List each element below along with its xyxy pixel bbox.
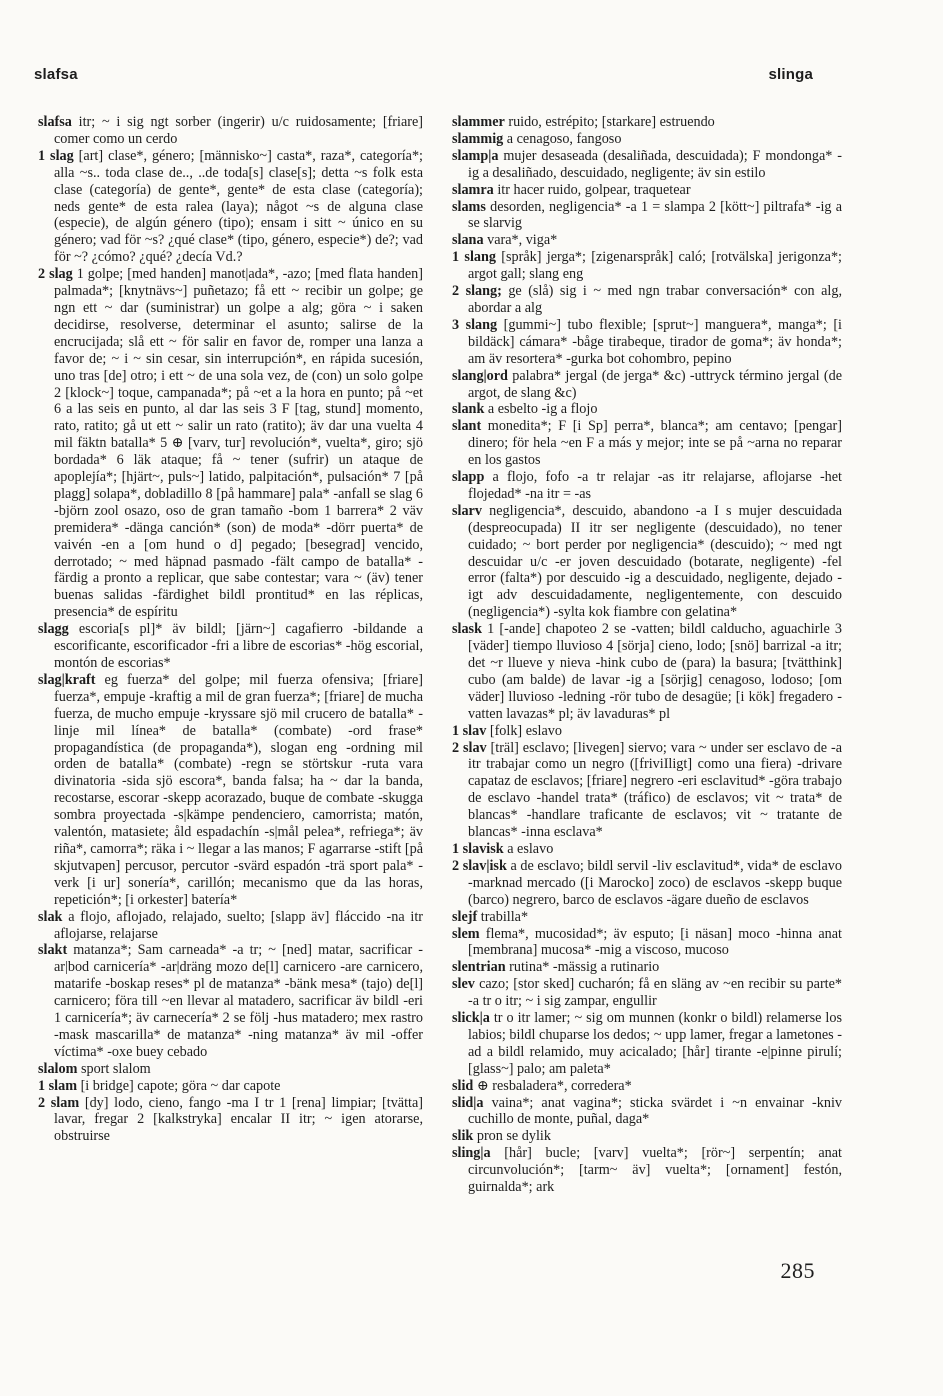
entry-headword: 2 slav|isk	[452, 857, 507, 874]
entry-headword: 1 slav	[452, 722, 487, 739]
dictionary-entry	[452, 317, 842, 368]
dictionary-entry	[452, 503, 842, 621]
dictionary-entry	[38, 114, 423, 148]
page-number: 285	[780, 1258, 815, 1283]
dictionary-entry	[452, 199, 842, 233]
dictionary-entry	[38, 621, 423, 672]
entry-definition: monedita*; F [i Sp] perra*, blanca*; am centavo; [pengar] dinero; för hela ~en F a más y mejor; inte se på ~arna no reparar en los gastos	[468, 418, 842, 469]
entry-definition: cazo; [stor sked] cucharón; få en släng av ~en recibir su parte* -a tr o itr; ~ i sig zampar, engullir	[468, 976, 842, 1010]
entry-definition: trabilla*	[477, 908, 529, 925]
dictionary-entry	[452, 723, 842, 740]
dictionary-entry	[452, 976, 842, 1010]
entry-headword: slank	[452, 401, 485, 418]
entry-headword: slak	[38, 908, 63, 925]
running-head-left: slafsa	[34, 66, 78, 83]
entry-definition: [art] clase*, género; [människo~] casta*, raza*, categoría*; alla ~s.. toda clase de.., ..de toda[s] clase[s]; detta ~s folk esta clase (categoría) de gente*, gente* de esta clase (categoría); neds gente* de esta ralea (laya); något ~s de alguna clase (especie), de algún género (tipo); ensam i sitt ~ único en su género; vad för ~s? ¿qué clase* (tipo, género, especie*) de?; vad för ~? ¿cómo? ¿qué? ¿decía Vd.?	[54, 147, 424, 266]
entry-definition: flema*, mucosidad*; äv esputo; [i näsan] moco -hinna anat [membrana] mucosa* -mig a viscoso, mucoso	[468, 925, 842, 959]
entry-headword: sling|a	[452, 1145, 491, 1162]
dictionary-entry	[38, 1061, 423, 1078]
entry-headword: slagg	[38, 621, 69, 638]
entry-headword: slana	[452, 232, 484, 249]
entry-headword: slant	[452, 418, 482, 435]
entry-definition: [folk] eslavo	[486, 722, 562, 739]
entry-headword: 2 slam	[38, 1094, 80, 1111]
entry-definition: [i bridge] capote; göra ~ dar capote	[77, 1077, 281, 1094]
entry-headword: slask	[452, 621, 482, 638]
entry-definition: [språk] jerga*; [zigenarspråk] caló; [rotvälska] jerigonza*; argot gall; slang eng	[468, 249, 842, 283]
dictionary-entry	[452, 368, 842, 402]
dictionary-entry	[38, 1078, 423, 1095]
entry-headword: slalom	[38, 1060, 78, 1077]
entry-headword: 3 slang	[452, 316, 498, 333]
entry-definition: sport slalom	[77, 1060, 151, 1077]
entry-headword: 1 slang	[452, 249, 496, 266]
entry-definition: matanza*; Sam carneada* -a tr; ~ [ned] matar, sacrificar -ar|bod carnicería* -ar|dräng mozo de[l] carnicero -are carnicero, matarife -boskap reses* pl de matanza* -bänk mesa* (tajo) de[l] carnicero; föra till ~en llevar al matadero, sacrificar äv bildl -eri 1 carnicería*; äv carnecería* 2 se följ -hus matadero; mex rastro -mask mascarilla* de matanza* -ning matanza* äv mil -offer víctima* -oxe buey cebado	[54, 942, 423, 1060]
dictionary-entry	[452, 182, 842, 199]
entry-headword: slem	[452, 925, 480, 942]
dictionary-entry	[452, 1078, 842, 1095]
entry-definition: itr hacer ruido, golpear, traquetear	[493, 181, 691, 198]
dictionary-entry	[452, 148, 842, 182]
entry-headword: 2 slav	[452, 739, 487, 756]
dictionary-entry	[452, 418, 842, 469]
entry-headword: slid	[452, 1077, 474, 1094]
entry-headword: slang|ord	[452, 367, 508, 384]
entry-headword: 1 slam	[38, 1077, 78, 1094]
dictionary-entry	[452, 249, 842, 283]
entry-headword: slapp	[452, 469, 485, 486]
entry-definition: vara*, viga*	[483, 232, 558, 249]
entry-headword: slentrian	[452, 959, 506, 976]
dictionary-entry	[452, 740, 842, 841]
entry-headword: slik	[452, 1128, 474, 1145]
entry-definition: tr o itr lamer; ~ sig om munnen (konkr o bildl) relamerse los labios; bildl chuparse los dedos; ~ upp lamer, fregar a lametones -ad a bildl relamido, muy acicalado; [hår] tirante -e|pinne pirulí; [glass~] palo; am paleta*	[468, 1010, 842, 1077]
dictionary-entry	[452, 621, 842, 722]
dictionary-entry	[38, 1095, 423, 1146]
entry-definition: eg fuerza* del golpe; mil fuerza ofensiva; [friare] fuerza*, empuje -kraftig a mil de gran fuerza*; [friare] de mucha fuerza, de mucho empuje -kryssare sjö mil crucero de batalla* -linje mil línea* de batalla* (combate) -ord frase* propagandística (de propaganda*), slogan eng -ordning mil orden de batalla* (combate) -regn se störtskur -ruta vara divinatoria -sida sjö escora*, banda falsa; ha ~ dar la banda, recostarse, escorar -skepp acorazado, buque de combate -skugga sombra proyectada -s|kämpe pendenciero, camorrista; matón, valentón, matasiete; åld espadachín -s|mål pelea*, refriega*; äv riña*, camorra*; räka i ~ llegar a las manos; F agarrarse -stift [på skjutvapen] percusor, percutor -svärd espadón -trä sport pala* -verk [i ur] sonería*, carillón; mecanismo que da las horas, repetición*; [i orkester] batería*	[54, 671, 423, 908]
entry-headword: slamra	[452, 181, 494, 198]
dictionary-entry	[452, 232, 842, 249]
entry-definition: mujer desaseada (desaliñada, descuidada); F mondonga* -ig a desaliñado, descuidado, negligente; äv sin estilo	[468, 147, 842, 181]
entry-definition: [träl] esclavo; [livegen] siervo; vara ~ under ser esclavo de -a itr trabajar como un negro ([friviIligt] como una fiera) -drivare capataz de esclavos; [friare] negrero -eri esclavitud* -göra trabajo de esclavo -handel trata* (tráfico) de esclavos; vit ~ trata* de blancas* -handlare traficante de esclavos; vit ~ tratante de blancas* -inna esclava*	[468, 739, 842, 841]
entry-definition: escoria[s pl]* äv bildl; [järn~] cagafierro -bildande a escorificante, escorificador -fri a libre de escorias* -hög escorial, montón de escorias*	[54, 621, 423, 671]
dictionary-entry	[38, 942, 423, 1060]
entry-headword: slick|a	[452, 1010, 490, 1027]
entry-definition: itr; ~ i sig ngt sorber (ingerir) u/c ruidosamente; [friare] comer como un cerdo	[54, 114, 423, 147]
dictionary-entry	[452, 858, 842, 909]
entry-headword: slamp|a	[452, 147, 499, 164]
dictionary-entry	[38, 266, 423, 621]
entry-headword: slakt	[38, 942, 68, 959]
dictionary-entry	[38, 909, 423, 943]
entry-definition: a esbelto -ig a flojo	[484, 401, 598, 418]
entry-definition: vaina*; anat vagina*; sticka svärdet i ~n envainar -kniv cuchillo de monte, puñal, daga*	[468, 1094, 842, 1128]
entry-definition: pron se dylik	[473, 1128, 551, 1145]
dictionary-entry	[452, 909, 842, 926]
dictionary-entry	[452, 1095, 842, 1129]
entry-headword: slams	[452, 198, 486, 215]
entry-headword: 2 slag	[38, 266, 73, 283]
right-column	[452, 114, 842, 1196]
dictionary-entry	[452, 283, 842, 317]
entry-definition: [gummi~] tubo flexible; [sprut~] manguera*, manga*; [i bildäck] cámara* -båge tirabeque, tirador de goma*; äv honda*; am äv resortera* -gurka bot cohombro, pepino	[468, 316, 842, 367]
entry-headword: slejf	[452, 908, 478, 925]
dictionary-entry	[38, 672, 423, 909]
entry-definition: palabra* jergal (de jerga* &c) -uttryck término jergal (de argot, de slang &c)	[468, 367, 842, 401]
entry-headword: slag|kraft	[38, 671, 96, 688]
dictionary-entry	[452, 959, 842, 976]
entry-definition: 1 golpe; [med handen] manot|ada*, -azo; [med flata handen] palmada*; [knytnävs~] puñetazo; få ett ~ recibir un golpe; ge ngn ett ~ dar (suministrar) un golpe a alg; göra ~ i saken decidirse, resolverse, determinar el asunto; salirse de la encrucijada; slå ett ~ för salir en favor de, romper una lanza a favor de; ~ i ~ sin cesar, sin interrupción*, en rápida sucesión, uno tras [de] otro; i ett ~ de una sola vez, de (con) un solo golpe 2 [klock~] toque, campanada*; på ~et a la hora en punto; på ~et 6 a las seis en punto, al dar las seis 3 F [tag, stund] momento, rato, ratito; gå ut ett ~ salir un rato (ratito); äv dar una vuelta 4 mil fäktn batalla* 5 ⊕ [varv, tur] revolución*, vuelta*, giro; sjö bordada* 6 läk ataque; få ~ tener (sufrir) un ataque de apoplejía*; [hjärt~, puls~] latido, palpitación*, pulsación* 7 [på plagg] solapa*, dobladillo 8 [på hammare] pala* -anfall se slag 6 -björn zool osazo, oso de gran tamaño -bom 1 barrera* 2 väv premidera* -dänga canción* (son) de moda* -dörr puerta* de vaivén -en a [om hund o d] pegado; [besegrad] vencido, derrotado; ~ med häpnad pasmado -fält campo de batalla* -färdig a pronto a replicar, que sabe contestar; vara ~ (äv) tener buenas salidas -färdighet bildl prontitud* en las réplicas, presencia* de espíritu	[54, 266, 423, 621]
entry-headword: slev	[452, 976, 475, 993]
dictionary-entry	[452, 114, 842, 131]
entry-definition: a flojo, fofo -a tr relajar -as itr relajarse, aflojarse -het flojedad* -na itr = -as	[468, 469, 842, 502]
entry-headword: slid|a	[452, 1094, 484, 1111]
entry-headword: 1 slavisk	[452, 840, 504, 857]
entry-headword: slafsa	[38, 114, 72, 130]
dictionary-entry	[38, 148, 423, 266]
entry-definition: ge (slå) sig i ~ med ngn trabar conversación* con alg, abordar a alg	[468, 283, 842, 316]
entry-headword: slammig	[452, 130, 504, 147]
dictionary-entry	[452, 469, 842, 503]
entry-headword: 2 slang;	[452, 283, 502, 300]
entry-headword: 1 slag	[38, 147, 74, 164]
entry-definition: 1 [-ande] chapoteo 2 se -vatten; bildl calducho, aguachirle 3 [väder] tiempo lluvioso 4 [sörja] cieno, lodo; [snö] barrizal -a itr; det ~r llueve y nieva -hink cubo de (para) la basura; [tvätthink] cubo (am balde) de lavar -ig a [sörjig] cenagoso, lodoso; [om väder] lluvioso -ledning -rör tubo de desagüe; [i kök] fregadero -vatten lavazas* pl; äv lavaduras* pl	[468, 621, 842, 722]
entry-definition: ruido, estrépito; [starkare] estruendo	[504, 114, 715, 130]
dictionary-entry	[452, 1128, 842, 1145]
entry-definition: a cenagoso, fangoso	[503, 130, 622, 147]
entry-definition: rutina* -mässig a rutinario	[505, 959, 660, 976]
dictionary-entry	[452, 926, 842, 960]
running-head-right: slinga	[768, 66, 813, 83]
entry-definition: negligencia*, descuido, abandono -a I s mujer descuidada (despreocupada) II itr ser negligente (descuidado), no tener cuidado; ~ bort perder por negligencia* (descuido); ~ med ngt descuidar u/c -er joven descuidado (botarate, negligente) -fel error (falta*) por descuido -ig a descuidado, negligente, dejado -igt adv descuidadamente, negligentemente, con descuido (negligencia*) -sylta kok fiambre con gelatina*	[468, 502, 842, 621]
dictionary-entry	[452, 401, 842, 418]
entry-definition: [hår] bucle; [varv] vuelta*; [rör~] serpentín; anat circunvolución*; [tarm~ äv] vuelta*; [ornament] festón, guirnalda*; ark	[468, 1145, 842, 1196]
entry-definition: a eslavo	[503, 840, 554, 857]
entry-headword: slarv	[452, 502, 482, 519]
dictionary-entry	[452, 1145, 842, 1196]
entry-definition: a flojo, aflojado, relajado, suelto; [slapp äv] fláccido -na itr aflojarse, relajarse	[54, 908, 423, 942]
dictionary-entry	[452, 1010, 842, 1078]
entry-headword: slammer	[452, 114, 505, 130]
dictionary-entry	[452, 131, 842, 148]
dictionary-entry	[452, 841, 842, 858]
entry-definition: [dy] lodo, cieno, fango -ma I tr 1 [rena] limpiar; [tvätta] lavar, fregar 2 [kalkstryka] encalar II itr; ~ igen atorarse, obstruirse	[54, 1094, 424, 1145]
entry-definition: desorden, negligencia* -a 1 = slampa 2 [kött~] piltrafa* -ig a se slarvig	[468, 198, 842, 232]
entry-definition: a de esclavo; bildl servil -liv esclavitud*, vida* de esclavo -marknad mercado ([i Marocko] zoco) de esclavos -skepp buque (barco) negrero, barco de esclavos -ägare dueño de esclavos	[468, 857, 842, 908]
entry-definition: ⊕ resbaladera*, corredera*	[473, 1077, 632, 1094]
left-column	[38, 114, 423, 1145]
